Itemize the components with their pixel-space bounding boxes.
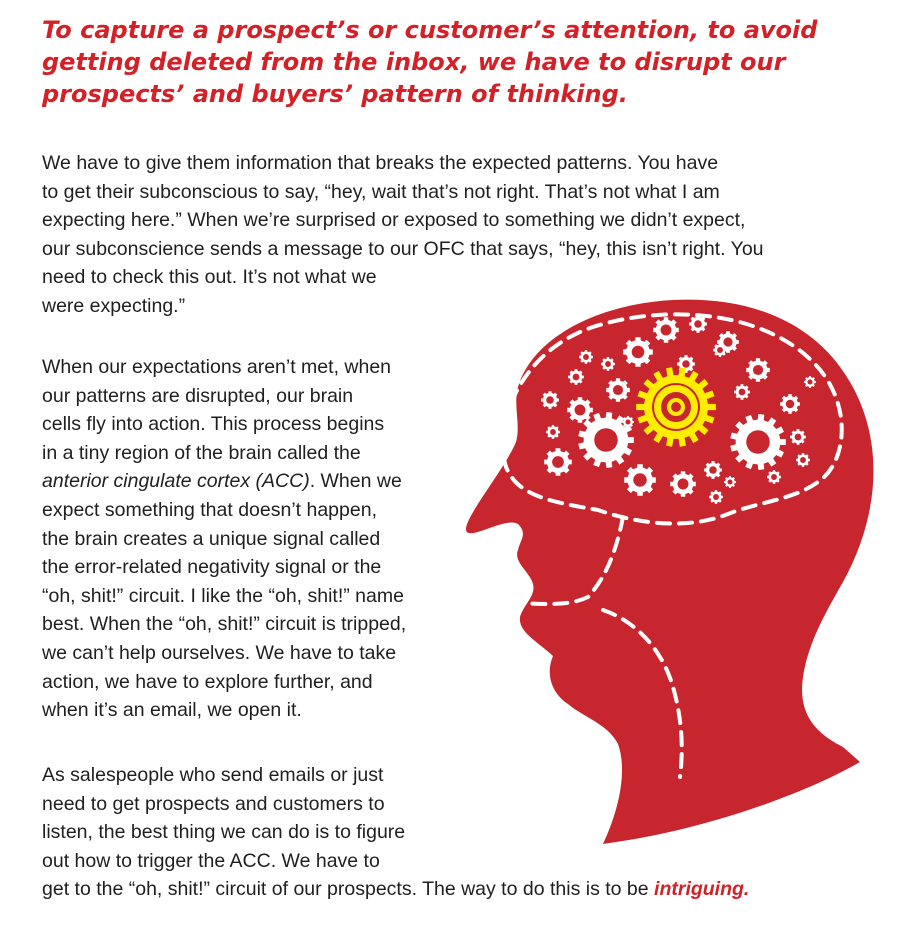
head-with-gears-icon <box>458 292 878 852</box>
gear-icon <box>767 470 781 484</box>
headline-line: prospects’ and buyers’ pattern of thinking. <box>42 80 628 108</box>
gear-icon <box>724 476 736 488</box>
acc-tail: . When we <box>309 470 402 493</box>
text-line: best. When the “oh, shit!” circuit is tripped, <box>42 613 407 636</box>
text-line: “oh, shit!” circuit. I like the “oh, shit!” name <box>42 584 404 607</box>
text-line: When our expectations aren’t met, when <box>42 356 392 378</box>
text-line: our patterns are disrupted, our brain <box>42 384 354 407</box>
text-line: As salespeople who send emails or just <box>42 764 384 786</box>
last-line-text: get to the “oh, shit!” circuit of our prospects. The way to do this is to be <box>42 878 655 901</box>
gear-icon <box>653 317 679 343</box>
text-line: listen, the best thing we can do is to figure <box>42 821 406 844</box>
gear-icon <box>670 471 696 497</box>
text-line: expect something that doesn’t happen, <box>42 498 377 521</box>
gear-icon <box>568 369 584 385</box>
gear-icon <box>704 461 722 479</box>
text-line <box>42 467 482 496</box>
gear-icon <box>622 416 634 428</box>
gear-icon <box>780 394 800 414</box>
text-line: the error-related negativity signal or the <box>42 556 382 579</box>
gear-icon <box>623 337 653 367</box>
gear-icon <box>796 453 810 467</box>
gear-icon <box>713 343 727 357</box>
gear-icon <box>606 378 630 402</box>
text-line: in a tiny region of the brain called the <box>42 441 361 464</box>
gear-icon <box>790 429 806 445</box>
gear-icon <box>567 397 593 423</box>
gear-icon <box>601 357 615 371</box>
gear-icon <box>804 376 816 388</box>
text-line: expecting here.” When we’re surprised or exposed to something we didn’t expect, <box>42 209 746 232</box>
text-line: when it’s an email, we open it. <box>42 699 302 722</box>
gear-icon <box>624 464 656 496</box>
text-line: out how to trigger the ACC. We have to <box>42 849 380 872</box>
gear-icon <box>544 448 572 476</box>
text-line: the brain creates a unique signal called <box>42 527 381 550</box>
gear-icon <box>709 490 723 504</box>
gear-icon <box>541 391 559 409</box>
text-line: need to get prospects and customers to <box>42 792 385 815</box>
text-line: were expecting.” <box>42 294 186 317</box>
headline-line: To capture a prospect’s or customer’s attention, to avoid <box>42 16 818 44</box>
headline <box>42 14 882 110</box>
gear-icon <box>734 384 750 400</box>
gear-icon <box>689 315 707 333</box>
acc-term: anterior cingulate cortex (ACC) <box>42 470 310 493</box>
text-line: action, we have to explore further, and <box>42 670 373 693</box>
text-line: We have to give them information that breaks the expected patterns. You have <box>42 152 719 174</box>
intriguing-highlight: intriguing. <box>654 878 750 901</box>
text-line <box>42 875 892 904</box>
gear-icon <box>746 358 770 382</box>
headline-line: getting deleted from the inbox, we have to disrupt our <box>42 48 786 76</box>
paragraph-acc <box>42 353 482 725</box>
text-line: need to check this out. It’s not what we <box>42 266 377 289</box>
text-line: to get their subconscious to say, “hey, wait that’s not right. That’s not what I am <box>42 180 720 203</box>
gear-icon <box>546 425 560 439</box>
text-line: we can’t help ourselves. We have to take <box>42 641 397 664</box>
gear-icon <box>579 350 593 364</box>
text-line: our subconscience sends a message to our OFC that says, “hey, this isn’t right. You <box>42 237 764 260</box>
text-line: cells fly into action. This process begins <box>42 413 385 436</box>
